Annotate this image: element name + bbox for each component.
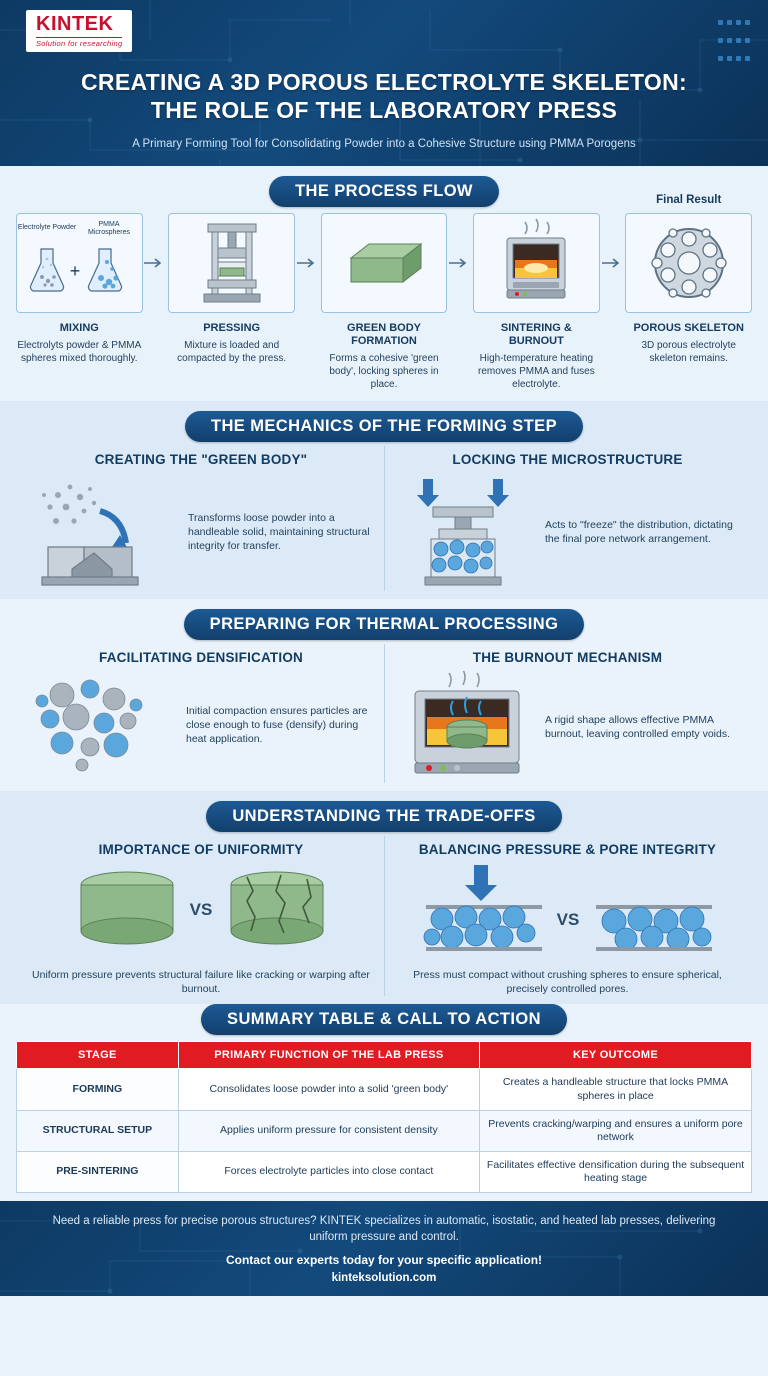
- thermal-right: [384, 644, 750, 783]
- flow-card-pressing: [168, 213, 295, 313]
- final-result-label: Final Result: [656, 194, 722, 207]
- footer: [0, 1201, 768, 1296]
- mechanics-right-heading: LOCKING THE MICROSTRUCTURE: [452, 452, 683, 468]
- thermal-right-text: A rigid shape allows effective PMMA burnout, leaving controlled empty voids.: [545, 713, 731, 741]
- summary-table: [16, 1041, 752, 1193]
- furnace-icon: [491, 216, 581, 310]
- footer-lead: Need a reliable press for precise porous structures? KINTEK specializes in automatic, isostatic, and heated lab presses, delivering uniform pressure and control.: [52, 1215, 716, 1244]
- table-row: [17, 1110, 752, 1151]
- page-title-line2: THE ROLE OF THE LABORATORY PRESS: [150, 97, 618, 124]
- table-header-row: [17, 1042, 752, 1069]
- kintek-logo: [26, 10, 132, 52]
- section-summary: [0, 1004, 768, 1201]
- mechanics-right-text: Acts to "freeze" the distribution, dictating the final pore network arrangement.: [545, 518, 733, 546]
- thermal-right-heading: THE BURNOUT MECHANISM: [472, 650, 663, 666]
- plus-sign: +: [70, 261, 81, 282]
- table-cell-function: Forces electrolyte particles into close contact: [178, 1151, 479, 1192]
- lab-press-icon: [194, 218, 270, 308]
- label-electrolyte-powder: Electrolyte Powder: [18, 224, 77, 232]
- flow-step-mixing: [16, 213, 143, 365]
- logo-name: KINTEK: [36, 13, 114, 35]
- flow-step-desc: Electrolyts powder & PMMA spheres mixed thoroughly.: [17, 340, 142, 365]
- table-cell-stage: STRUCTURAL SETUP: [17, 1110, 179, 1151]
- footer-url[interactable]: kinteksolution.com: [331, 1271, 437, 1284]
- page-title: [0, 68, 768, 124]
- particle-packing-icon: [28, 671, 176, 779]
- porous-skeleton-icon: [639, 217, 739, 309]
- table-cell-function: Applies uniform pressure for consistent density: [178, 1110, 479, 1151]
- table-cell-function: Consolidates loose powder into a solid 'green body': [178, 1069, 479, 1110]
- thermal-left: [18, 644, 384, 783]
- table-row: [17, 1069, 752, 1110]
- flow-step-desc: High-temperature heating removes PMMA and fuses electrolyte.: [477, 353, 595, 391]
- flow-step-desc: Mixture is loaded and compacted by the press.: [177, 340, 287, 365]
- flow-step-porous-skeleton: [625, 194, 752, 365]
- section-tradeoffs: [0, 791, 768, 1004]
- banner-tradeoffs: UNDERSTANDING THE TRADE-OFFS: [206, 801, 561, 832]
- flow-arrow-icon: [143, 213, 169, 313]
- flow-step-desc: Forms a cohesive 'green body', locking spheres in place.: [329, 353, 439, 391]
- flow-arrow-icon: [447, 213, 473, 313]
- flow-arrow-icon: [600, 213, 626, 313]
- tradeoffs-left-caption: Uniform pressure prevents structural failure like cracking or warping after burnout.: [32, 969, 370, 996]
- page-subtitle: A Primary Forming Tool for Consolidating Powder into a Cohesive Structure using PMMA Porogens: [132, 138, 636, 151]
- flow-card-sintering: [473, 213, 600, 313]
- banner-summary: SUMMARY TABLE & CALL TO ACTION: [201, 1004, 567, 1035]
- flow-step-title: PRESSING: [203, 322, 261, 335]
- burnout-furnace-icon: [395, 671, 535, 783]
- table-cell-stage: PRE-SINTERING: [17, 1151, 179, 1192]
- flow-card-green-body: [321, 213, 448, 313]
- thermal-left-heading: FACILITATING DENSIFICATION: [99, 650, 303, 666]
- section-process-flow: [0, 166, 768, 401]
- process-flow-row: [0, 194, 768, 391]
- flow-step-pressing: [168, 213, 295, 365]
- table-header-function: PRIMARY FUNCTION OF THE LAB PRESS: [178, 1042, 479, 1069]
- tradeoffs-right-heading: BALANCING PRESSURE & PORE INTEGRITY: [418, 842, 717, 858]
- mechanics-right: [384, 446, 750, 591]
- vs-label-right: VS: [556, 910, 579, 930]
- mechanics-left-heading: CREATING THE "GREEN BODY": [94, 452, 308, 468]
- table-cell-outcome: Prevents cracking/warping and ensures a uniform pore network: [480, 1110, 752, 1151]
- page-title-line1: CREATING A 3D POROUS ELECTROLYTE SKELETON:: [81, 69, 687, 95]
- flow-arrow-icon: [295, 213, 321, 313]
- green-body-cube-icon: [339, 228, 429, 298]
- thermal-left-text: Initial compaction ensures particles are close enough to fuse (densify) during heat application.: [186, 704, 368, 746]
- decorative-dots: [716, 14, 752, 68]
- table-header-stage: STAGE: [17, 1042, 179, 1069]
- svg-text:Microspheres: Microspheres: [88, 229, 131, 237]
- pressure-vs-pore-integrity-icon: [408, 863, 728, 955]
- flow-step-title: MIXING: [59, 322, 99, 335]
- press-locking-spheres-icon: [395, 473, 535, 591]
- flow-step-sintering: [473, 213, 600, 391]
- banner-thermal: PREPARING FOR THERMAL PROCESSING: [184, 609, 585, 640]
- table-cell-stage: FORMING: [17, 1069, 179, 1110]
- flow-card-mixing: [16, 213, 143, 313]
- mechanics-left: [18, 446, 384, 591]
- table-row: [17, 1151, 752, 1192]
- table-cell-outcome: Facilitates effective densification during the subsequent heating stage: [480, 1151, 752, 1192]
- header: [0, 0, 768, 166]
- table-cell-outcome: Creates a handleable structure that locks PMMA spheres in place: [480, 1069, 752, 1110]
- flow-card-porous-skeleton: [625, 194, 752, 313]
- svg-text:PMMA: PMMA: [98, 221, 120, 229]
- mixing-flasks-icon: [17, 215, 141, 311]
- flow-step-green-body: [321, 213, 448, 391]
- flow-step-title: GREEN BODY FORMATION: [347, 322, 421, 348]
- tradeoffs-right-caption: Press must compact without crushing spheres to ensure spherical, precisely controlled pores.: [413, 969, 722, 996]
- section-mechanics: [0, 401, 768, 599]
- mechanics-left-text: Transforms loose powder into a handleable solid, maintaining structural integrity for transfer.: [188, 511, 370, 553]
- banner-mechanics: THE MECHANICS OF THE FORMING STEP: [185, 411, 583, 442]
- flow-step-title: POROUS SKELETON: [633, 322, 744, 335]
- tradeoffs-left-heading: IMPORTANCE OF UNIFORMITY: [98, 842, 304, 858]
- tradeoffs-right: [384, 836, 750, 996]
- powder-to-solid-icon: [28, 473, 178, 591]
- vs-label-left: VS: [189, 900, 213, 920]
- uniform-vs-cracked-cylinder-icon: [51, 863, 351, 955]
- footer-cta: Contact our experts today for your specific application!: [225, 1252, 543, 1267]
- flow-step-title: SINTERING & BURNOUT: [500, 322, 572, 348]
- table-header-outcome: KEY OUTCOME: [480, 1042, 752, 1069]
- flow-step-desc: 3D porous electrolyte skeleton remains.: [641, 340, 736, 365]
- logo-tagline: Solution for researching: [36, 39, 123, 48]
- banner-process-flow: THE PROCESS FLOW: [269, 176, 499, 207]
- section-thermal: [0, 599, 768, 791]
- tradeoffs-left: [18, 836, 384, 996]
